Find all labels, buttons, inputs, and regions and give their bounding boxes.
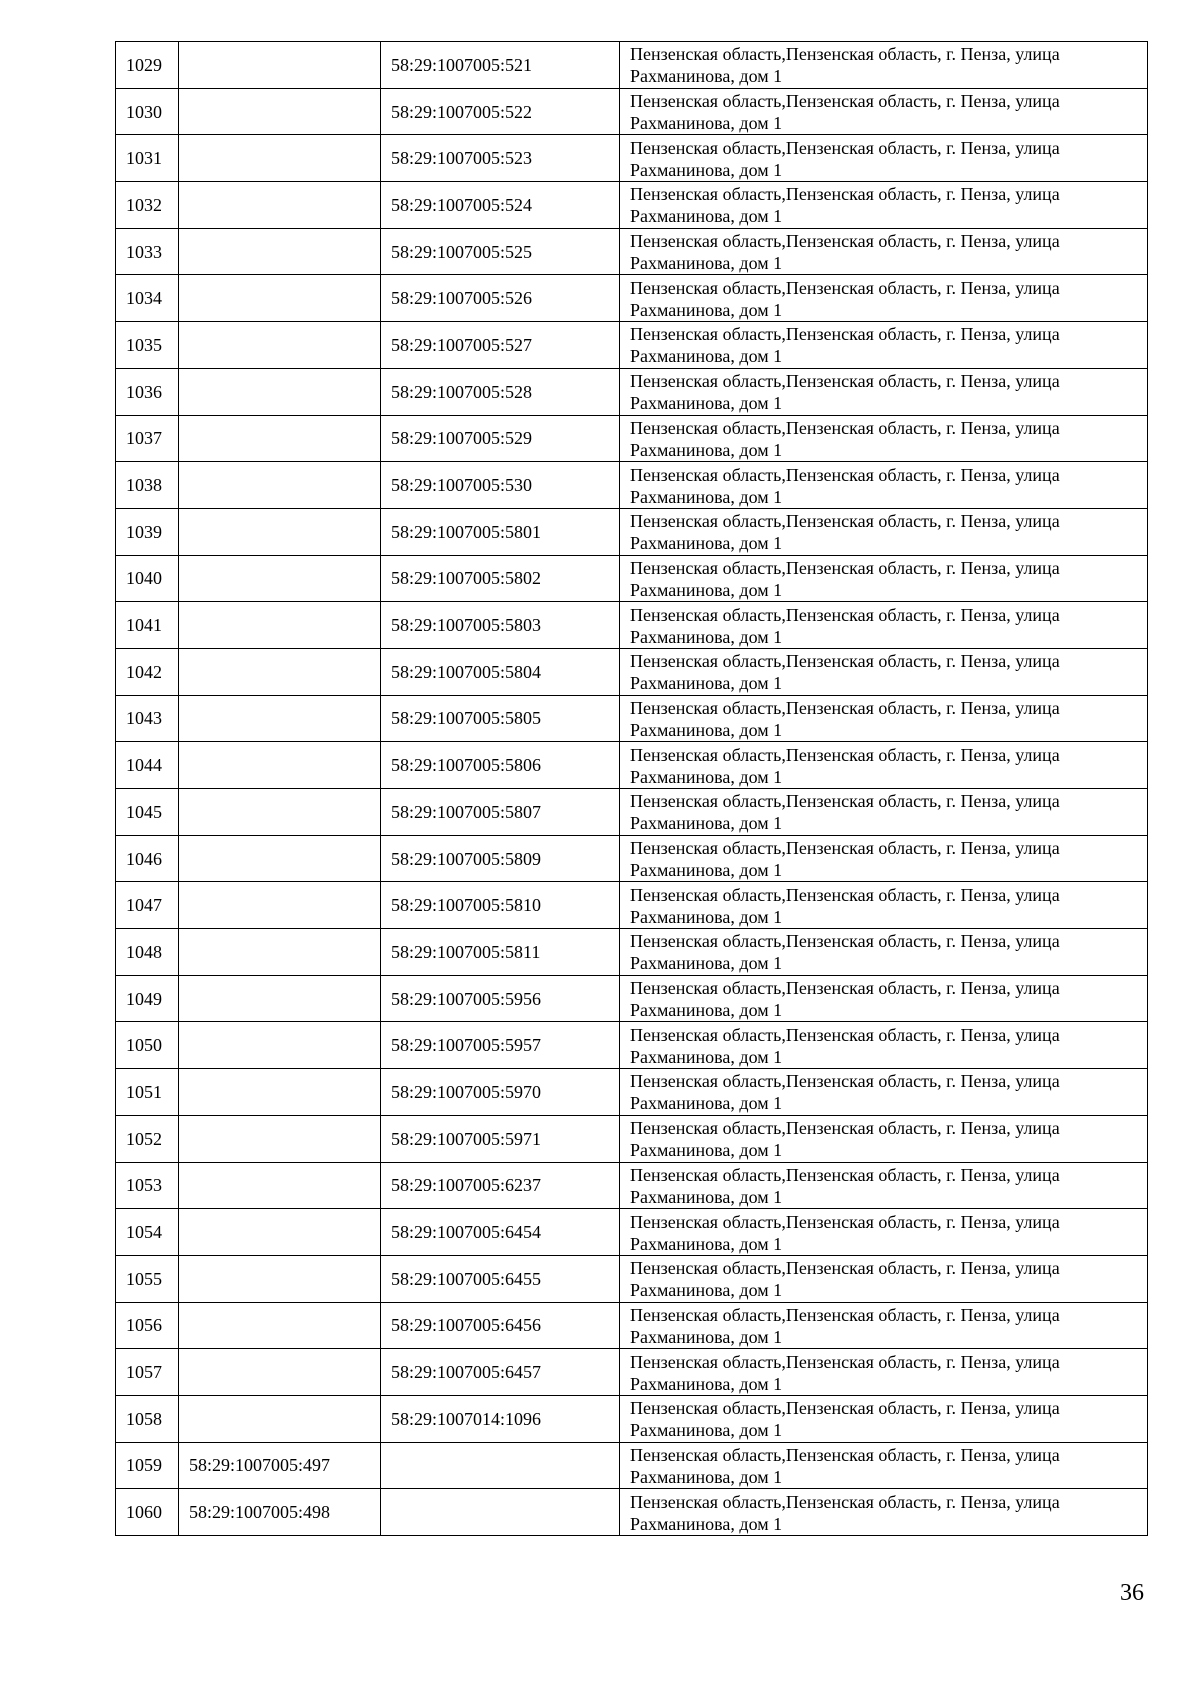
- address-line-2: Рахманинова, дом 1: [630, 579, 783, 600]
- table-row: [116, 1442, 1148, 1489]
- address-line-1: Пензенская область,Пензенская область, г. Пенза, улица: [630, 371, 1060, 392]
- cadastral-number-a-cell: [179, 135, 381, 182]
- cadastral-number-b-cell: 58:29:1007005:5811: [381, 929, 620, 976]
- cadastral-number-a-cell: [179, 602, 381, 649]
- address-line-2: Рахманинова, дом 1: [630, 860, 783, 881]
- address-line-2: Рахманинова, дом 1: [630, 626, 783, 647]
- cadastral-number-b-cell: 58:29:1007005:6455: [381, 1255, 620, 1302]
- table-row: [116, 1022, 1148, 1069]
- row-number-cell: 1042: [116, 648, 179, 695]
- cadastral-number-a-cell: [179, 1349, 381, 1396]
- cadastral-number-b-cell: 58:29:1007005:5806: [381, 742, 620, 789]
- address-cell: [620, 1115, 1148, 1162]
- address-line-1: Пензенская область,Пензенская область, г. Пенза, улица: [630, 1211, 1060, 1232]
- row-number-cell: 1049: [116, 975, 179, 1022]
- address-cell: [620, 1209, 1148, 1256]
- table-row: [116, 602, 1148, 649]
- row-number-cell: 1040: [116, 555, 179, 602]
- table-row: [116, 322, 1148, 369]
- row-number-cell: 1034: [116, 275, 179, 322]
- table-row: [116, 1255, 1148, 1302]
- cadastral-number-a-cell: [179, 415, 381, 462]
- address-line-2: Рахманинова, дом 1: [630, 1093, 783, 1114]
- address-cell: [620, 882, 1148, 929]
- address-line-1: Пензенская область,Пензенская область, г. Пенза, улица: [630, 1351, 1060, 1372]
- table-row: [116, 835, 1148, 882]
- address-line-1: Пензенская область,Пензенская область, г. Пенза, улица: [630, 884, 1060, 905]
- address-line-2: Рахманинова, дом 1: [630, 1420, 783, 1441]
- cadastral-number-b-cell: 58:29:1007005:525: [381, 228, 620, 275]
- row-number-cell: 1054: [116, 1209, 179, 1256]
- cadastral-number-a-cell: [179, 462, 381, 509]
- address-line-2: Рахманинова, дом 1: [630, 439, 783, 460]
- row-number-cell: 1057: [116, 1349, 179, 1396]
- cadastral-number-b-cell: 58:29:1007005:524: [381, 182, 620, 229]
- cadastral-number-b-cell: 58:29:1007005:522: [381, 88, 620, 135]
- cadastral-number-b-cell: 58:29:1007005:528: [381, 368, 620, 415]
- cadastral-number-a-cell: [179, 835, 381, 882]
- table-row: [116, 742, 1148, 789]
- table-row: [116, 1115, 1148, 1162]
- cadastral-number-b-cell: 58:29:1007005:5803: [381, 602, 620, 649]
- table-row: [116, 1069, 1148, 1116]
- address-line-2: Рахманинова, дом 1: [630, 486, 783, 507]
- address-cell: [620, 228, 1148, 275]
- row-number-cell: 1033: [116, 228, 179, 275]
- address-line-2: Рахманинова, дом 1: [630, 159, 783, 180]
- cadastral-number-b-cell: 58:29:1007005:6237: [381, 1162, 620, 1209]
- table-row: [116, 1349, 1148, 1396]
- cadastral-number-b-cell: 58:29:1007005:521: [381, 42, 620, 89]
- row-number-cell: 1038: [116, 462, 179, 509]
- table-row: [116, 1395, 1148, 1442]
- address-line-2: Рахманинова, дом 1: [630, 206, 783, 227]
- address-line-1: Пензенская область,Пензенская область, г. Пенза, улица: [630, 1398, 1060, 1419]
- row-number-cell: 1046: [116, 835, 179, 882]
- cadastral-number-b-cell: 58:29:1007005:5957: [381, 1022, 620, 1069]
- cadastral-number-b-cell: 58:29:1007014:1096: [381, 1395, 620, 1442]
- address-cell: [620, 1395, 1148, 1442]
- cadastral-number-a-cell: [179, 975, 381, 1022]
- table-row: [116, 695, 1148, 742]
- cadastral-number-b-cell: 58:29:1007005:5970: [381, 1069, 620, 1116]
- cadastral-number-b-cell: 58:29:1007005:5971: [381, 1115, 620, 1162]
- cadastral-number-a-cell: [179, 275, 381, 322]
- registry-table: [115, 41, 1148, 1536]
- address-cell: [620, 135, 1148, 182]
- cadastral-number-a-cell: [179, 508, 381, 555]
- address-line-1: Пензенская область,Пензенская область, г. Пенза, улица: [630, 744, 1060, 765]
- row-number-cell: 1058: [116, 1395, 179, 1442]
- cadastral-number-a-cell: [179, 555, 381, 602]
- address-line-1: Пензенская область,Пензенская область, г. Пенза, улица: [630, 1304, 1060, 1325]
- address-cell: [620, 1069, 1148, 1116]
- cadastral-number-a-cell: [179, 695, 381, 742]
- address-line-2: Рахманинова, дом 1: [630, 1000, 783, 1021]
- cadastral-number-a-cell: 58:29:1007005:497: [179, 1442, 381, 1489]
- address-line-2: Рахманинова, дом 1: [630, 766, 783, 787]
- address-cell: [620, 88, 1148, 135]
- address-cell: [620, 1302, 1148, 1349]
- cadastral-number-a-cell: [179, 1209, 381, 1256]
- table-row: [116, 275, 1148, 322]
- row-number-cell: 1039: [116, 508, 179, 555]
- row-number-cell: 1031: [116, 135, 179, 182]
- cadastral-number-b-cell: 58:29:1007005:5809: [381, 835, 620, 882]
- address-cell: [620, 1162, 1148, 1209]
- address-line-1: Пензенская область,Пензенская область, г. Пенза, улица: [630, 557, 1060, 578]
- cadastral-number-b-cell: 58:29:1007005:5804: [381, 648, 620, 695]
- address-line-1: Пензенская область,Пензенская область, г. Пенза, улица: [630, 1258, 1060, 1279]
- address-cell: [620, 835, 1148, 882]
- cadastral-number-a-cell: [179, 1069, 381, 1116]
- cadastral-number-a-cell: [179, 789, 381, 836]
- address-cell: [620, 695, 1148, 742]
- table-row: [116, 975, 1148, 1022]
- address-cell: [620, 275, 1148, 322]
- cadastral-number-a-cell: [179, 42, 381, 89]
- row-number-cell: 1032: [116, 182, 179, 229]
- cadastral-number-a-cell: [179, 368, 381, 415]
- cadastral-number-b-cell: 58:29:1007005:5801: [381, 508, 620, 555]
- table-row: [116, 415, 1148, 462]
- cadastral-number-b-cell: 58:29:1007005:523: [381, 135, 620, 182]
- address-cell: [620, 322, 1148, 369]
- table-row: [116, 648, 1148, 695]
- registry-body: [116, 42, 1148, 1536]
- cadastral-number-a-cell: [179, 929, 381, 976]
- cadastral-number-a-cell: [179, 1302, 381, 1349]
- address-cell: [620, 1442, 1148, 1489]
- table-row: [116, 789, 1148, 836]
- address-line-1: Пензенская область,Пензенская область, г. Пенза, улица: [630, 324, 1060, 345]
- address-line-2: Рахманинова, дом 1: [630, 253, 783, 274]
- table-row: [116, 1302, 1148, 1349]
- cadastral-number-b-cell: 58:29:1007005:5807: [381, 789, 620, 836]
- cadastral-number-b-cell: 58:29:1007005:529: [381, 415, 620, 462]
- table-row: [116, 1162, 1148, 1209]
- row-number-cell: 1045: [116, 789, 179, 836]
- address-cell: [620, 648, 1148, 695]
- row-number-cell: 1037: [116, 415, 179, 462]
- cadastral-number-b-cell: 58:29:1007005:5956: [381, 975, 620, 1022]
- cadastral-number-a-cell: [179, 1022, 381, 1069]
- row-number-cell: 1047: [116, 882, 179, 929]
- cadastral-number-b-cell: 58:29:1007005:6456: [381, 1302, 620, 1349]
- address-cell: [620, 929, 1148, 976]
- address-line-2: Рахманинова, дом 1: [630, 1046, 783, 1067]
- table-row: [116, 88, 1148, 135]
- table-row: [116, 42, 1148, 89]
- address-line-1: Пензенская область,Пензенская область, г. Пенза, улица: [630, 1071, 1060, 1092]
- cadastral-number-b-cell: 58:29:1007005:5805: [381, 695, 620, 742]
- address-line-2: Рахманинова, дом 1: [630, 393, 783, 414]
- table-row: [116, 135, 1148, 182]
- address-line-1: Пензенская область,Пензенская область, г. Пенза, улица: [630, 931, 1060, 952]
- row-number-cell: 1055: [116, 1255, 179, 1302]
- address-line-1: Пензенская область,Пензенская область, г. Пенза, улица: [630, 697, 1060, 718]
- cadastral-number-a-cell: [179, 648, 381, 695]
- address-line-2: Рахманинова, дом 1: [630, 533, 783, 554]
- address-line-1: Пензенская область,Пензенская область, г. Пенза, улица: [630, 1024, 1060, 1045]
- cadastral-number-a-cell: [179, 88, 381, 135]
- row-number-cell: 1052: [116, 1115, 179, 1162]
- row-number-cell: 1030: [116, 88, 179, 135]
- address-line-2: Рахманинова, дом 1: [630, 813, 783, 834]
- cadastral-number-b-cell: [381, 1442, 620, 1489]
- table-row: [116, 508, 1148, 555]
- page-number: 36: [1120, 1580, 1144, 1606]
- address-line-2: Рахманинова, дом 1: [630, 1280, 783, 1301]
- row-number-cell: 1050: [116, 1022, 179, 1069]
- cadastral-number-a-cell: [179, 228, 381, 275]
- row-number-cell: 1029: [116, 42, 179, 89]
- address-line-1: Пензенская область,Пензенская область, г. Пенза, улица: [630, 511, 1060, 532]
- cadastral-number-b-cell: 58:29:1007005:526: [381, 275, 620, 322]
- address-line-2: Рахманинова, дом 1: [630, 719, 783, 740]
- table-row: [116, 882, 1148, 929]
- address-line-2: Рахманинова, дом 1: [630, 673, 783, 694]
- cadastral-number-b-cell: 58:29:1007005:5810: [381, 882, 620, 929]
- address-cell: [620, 1489, 1148, 1536]
- address-cell: [620, 1022, 1148, 1069]
- row-number-cell: 1041: [116, 602, 179, 649]
- address-line-1: Пензенская область,Пензенская область, г. Пенза, улица: [630, 184, 1060, 205]
- row-number-cell: 1053: [116, 1162, 179, 1209]
- table-row: [116, 929, 1148, 976]
- row-number-cell: 1036: [116, 368, 179, 415]
- address-line-1: Пензенская область,Пензенская область, г. Пенза, улица: [630, 91, 1060, 112]
- cadastral-number-a-cell: [179, 882, 381, 929]
- cadastral-number-b-cell: [381, 1489, 620, 1536]
- address-cell: [620, 789, 1148, 836]
- address-line-2: Рахманинова, дом 1: [630, 113, 783, 134]
- address-line-1: Пензенская область,Пензенская область, г. Пенза, улица: [630, 464, 1060, 485]
- address-cell: [620, 742, 1148, 789]
- address-line-1: Пензенская область,Пензенская область, г. Пенза, улица: [630, 1164, 1060, 1185]
- cadastral-number-b-cell: 58:29:1007005:6454: [381, 1209, 620, 1256]
- address-cell: [620, 602, 1148, 649]
- address-cell: [620, 975, 1148, 1022]
- cadastral-number-a-cell: [179, 1255, 381, 1302]
- address-line-2: Рахманинова, дом 1: [630, 299, 783, 320]
- address-line-1: Пензенская область,Пензенская область, г. Пенза, улица: [630, 651, 1060, 672]
- address-line-2: Рахманинова, дом 1: [630, 1373, 783, 1394]
- row-number-cell: 1059: [116, 1442, 179, 1489]
- address-cell: [620, 508, 1148, 555]
- row-number-cell: 1051: [116, 1069, 179, 1116]
- cadastral-number-a-cell: [179, 1115, 381, 1162]
- address-cell: [620, 1255, 1148, 1302]
- address-line-2: Рахманинова, дом 1: [630, 346, 783, 367]
- cadastral-number-a-cell: 58:29:1007005:498: [179, 1489, 381, 1536]
- table-row: [116, 462, 1148, 509]
- row-number-cell: 1035: [116, 322, 179, 369]
- address-cell: [620, 42, 1148, 89]
- row-number-cell: 1056: [116, 1302, 179, 1349]
- table-row: [116, 182, 1148, 229]
- address-line-1: Пензенская область,Пензенская область, г. Пенза, улица: [630, 978, 1060, 999]
- cadastral-number-a-cell: [179, 742, 381, 789]
- address-line-2: Рахманинова, дом 1: [630, 953, 783, 974]
- address-line-2: Рахманинова, дом 1: [630, 1513, 783, 1534]
- address-line-1: Пензенская область,Пензенская область, г. Пенза, улица: [630, 137, 1060, 158]
- cadastral-number-a-cell: [179, 182, 381, 229]
- address-cell: [620, 415, 1148, 462]
- cadastral-number-b-cell: 58:29:1007005:6457: [381, 1349, 620, 1396]
- table-row: [116, 228, 1148, 275]
- address-line-1: Пензенская область,Пензенская область, г. Пенза, улица: [630, 1491, 1060, 1512]
- table-row: [116, 1489, 1148, 1536]
- address-line-2: Рахманинова, дом 1: [630, 1186, 783, 1207]
- address-line-1: Пензенская область,Пензенская область, г. Пенза, улица: [630, 1444, 1060, 1465]
- cadastral-number-b-cell: 58:29:1007005:5802: [381, 555, 620, 602]
- address-line-1: Пензенская область,Пензенская область, г. Пенза, улица: [630, 1118, 1060, 1139]
- address-line-1: Пензенская область,Пензенская область, г. Пенза, улица: [630, 231, 1060, 252]
- cadastral-number-a-cell: [179, 1162, 381, 1209]
- address-cell: [620, 555, 1148, 602]
- address-line-2: Рахманинова, дом 1: [630, 1233, 783, 1254]
- address-line-2: Рахманинова, дом 1: [630, 906, 783, 927]
- table-row: [116, 368, 1148, 415]
- address-line-1: Пензенская область,Пензенская область, г. Пенза, улица: [630, 44, 1060, 65]
- address-line-1: Пензенская область,Пензенская область, г. Пенза, улица: [630, 791, 1060, 812]
- address-cell: [620, 368, 1148, 415]
- table-row: [116, 555, 1148, 602]
- row-number-cell: 1044: [116, 742, 179, 789]
- address-line-1: Пензенская область,Пензенская область, г. Пенза, улица: [630, 277, 1060, 298]
- cadastral-number-a-cell: [179, 322, 381, 369]
- address-cell: [620, 1349, 1148, 1396]
- row-number-cell: 1060: [116, 1489, 179, 1536]
- address-line-1: Пензенская область,Пензенская область, г. Пенза, улица: [630, 604, 1060, 625]
- address-line-2: Рахманинова, дом 1: [630, 1466, 783, 1487]
- address-cell: [620, 462, 1148, 509]
- cadastral-number-b-cell: 58:29:1007005:527: [381, 322, 620, 369]
- address-cell: [620, 182, 1148, 229]
- row-number-cell: 1043: [116, 695, 179, 742]
- address-line-2: Рахманинова, дом 1: [630, 1140, 783, 1161]
- address-line-2: Рахманинова, дом 1: [630, 66, 783, 87]
- address-line-1: Пензенская область,Пензенская область, г. Пенза, улица: [630, 838, 1060, 859]
- cadastral-number-b-cell: 58:29:1007005:530: [381, 462, 620, 509]
- row-number-cell: 1048: [116, 929, 179, 976]
- cadastral-number-a-cell: [179, 1395, 381, 1442]
- address-line-2: Рахманинова, дом 1: [630, 1326, 783, 1347]
- address-line-1: Пензенская область,Пензенская область, г. Пенза, улица: [630, 417, 1060, 438]
- table-row: [116, 1209, 1148, 1256]
